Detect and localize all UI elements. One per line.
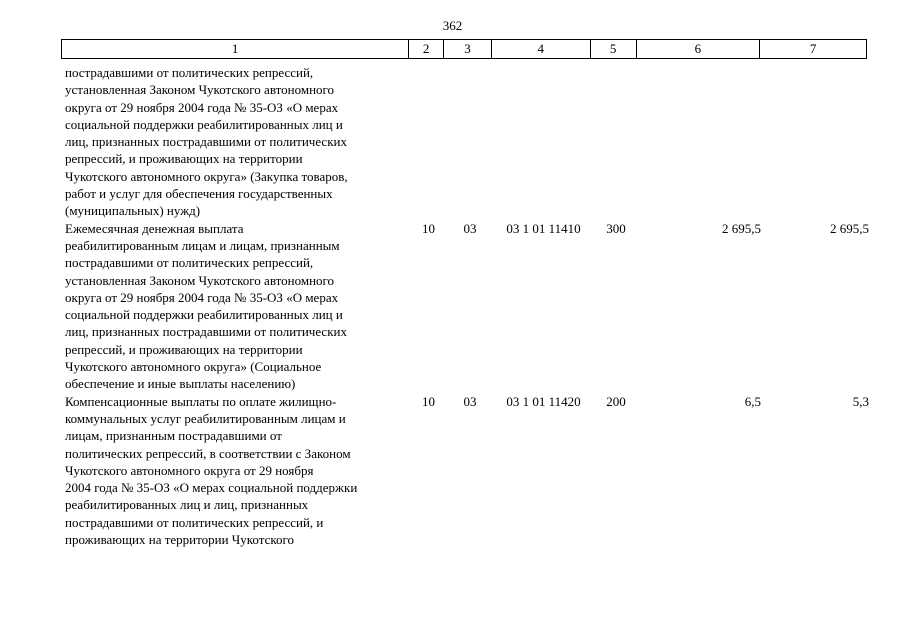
expense-type-code: 200 <box>606 393 626 409</box>
target-article-code: 03 1 01 11410 <box>506 220 581 236</box>
amount-col-6: 2 695,5 <box>722 220 761 236</box>
table-row <box>61 64 881 220</box>
row-description <box>61 220 411 393</box>
description-line: социальной поддержки реабилитированных лиц и <box>65 307 343 323</box>
description-line: реабилитированных лиц и лиц, признанных <box>65 497 309 513</box>
table-header <box>61 39 867 59</box>
description-line: Чукотского автономного округа от 29 ноября <box>65 462 314 478</box>
expense-type-code: 300 <box>606 220 626 236</box>
description-line: пострадавшими от политических репрессий, <box>65 255 314 271</box>
description-line: Чукотского автономного округа» (Социальное <box>65 359 322 375</box>
description-line: округа от 29 ноября 2004 года № 35-ОЗ «О мерах <box>65 99 339 115</box>
description-line: лиц, признанных пострадавшими от политических <box>65 134 347 150</box>
section-code: 10 <box>422 220 435 236</box>
description-line: Чукотского автономного округа» (Закупка товаров, <box>65 168 348 184</box>
description-line: социальной поддержки реабилитированных лиц и <box>65 116 343 132</box>
header-col-7: 7 <box>809 41 817 56</box>
table-body <box>61 64 881 548</box>
description-line: 2004 года № 35-ОЗ «О мерах социальной поддержки <box>65 480 358 496</box>
subsection-code: 03 <box>463 220 477 236</box>
header-col-4: 4 <box>492 40 591 58</box>
description-line: пострадавшими от политических репрессий, <box>65 65 314 80</box>
description-line: (муниципальных) нужд) <box>65 203 201 219</box>
row-description <box>61 393 411 549</box>
table-row <box>61 393 881 549</box>
section-code: 10 <box>422 393 435 409</box>
table-row <box>61 220 881 393</box>
subsection-code: 03 <box>463 393 477 409</box>
header-col-5: 5 <box>591 40 637 58</box>
description-line: установленная Законом Чукотского автономного <box>65 82 335 98</box>
amount-col-7: 5,3 <box>852 393 869 409</box>
description-line: лицам, признанным пострадавшими от <box>65 428 282 444</box>
description-line: репрессий, и проживающих на территории <box>65 151 303 167</box>
description-line: работ и услуг для обеспечения государственных <box>65 186 333 202</box>
description-line: лиц, признанных пострадавшими от политических <box>65 324 347 340</box>
description-line: Ежемесячная денежная выплата <box>65 220 244 236</box>
description-line: округа от 29 ноября 2004 года № 35-ОЗ «О мерах <box>65 289 339 305</box>
description-line: реабилитированным лицам и лицам, признанным <box>65 237 340 253</box>
page-number: 362 <box>442 18 463 33</box>
header-col-3: 3 <box>444 40 492 58</box>
header-col-2: 2 <box>409 40 444 58</box>
description-line: политических репрессий, в соответствии с Законом <box>65 445 351 461</box>
header-col-1: 1 <box>62 40 409 58</box>
description-line: установленная Законом Чукотского автономного <box>65 272 335 288</box>
description-line: коммунальных услуг реабилитированным лицам и <box>65 410 346 426</box>
description-line: проживающих на территории Чукотского <box>65 532 295 548</box>
header-col-6: 6 <box>637 40 761 58</box>
description-line: Компенсационные выплаты по оплате жилищно- <box>65 393 337 409</box>
description-line: пострадавшими от политических репрессий, и <box>65 514 324 530</box>
description-line: репрессий, и проживающих на территории <box>65 341 303 357</box>
amount-col-7: 2 695,5 <box>830 220 869 236</box>
description-line: обеспечение и иные выплаты населению) <box>65 376 296 392</box>
target-article-code: 03 1 01 11420 <box>506 393 581 409</box>
row-description <box>61 64 411 220</box>
amount-col-6: 6,5 <box>744 393 761 409</box>
